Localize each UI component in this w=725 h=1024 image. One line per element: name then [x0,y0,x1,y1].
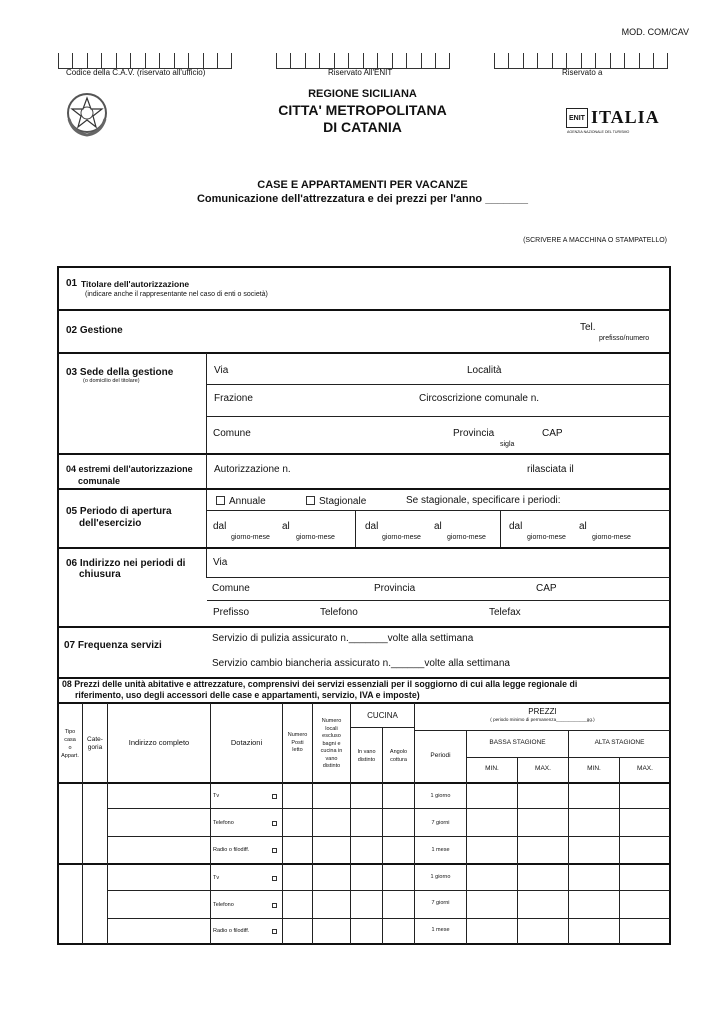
periodo-1-giorno: 1 giorno [430,874,451,880]
s03-hint: (o domicilio del titolare) [83,378,140,384]
header-cucina: CUCINA [367,711,398,720]
sede-provincia-label[interactable]: Provincia [453,428,495,439]
titolare-field[interactable] [330,272,660,304]
enit-code-boxes[interactable] [276,53,450,69]
gestione-field[interactable] [140,318,560,346]
header-angolo-cottura: Angolo cottura [389,749,408,763]
annuale-checkbox[interactable] [216,496,266,507]
s04-label-line1: 04 estremi dell'autorizzazione [66,464,193,474]
header-vano-distinto: In vano distinto [357,749,376,763]
enit-logo-badge: ENIT [566,108,588,128]
enit-code-label: Riservato All'ENIT [328,68,393,77]
header-prezzi: PREZZI [528,707,557,716]
chiusura-prefisso-label[interactable]: Prefisso [213,607,250,618]
annuale-label: Annuale [229,496,266,507]
header-permanenza[interactable]: ( periodo minimo di permanenza____________gg.) [490,717,595,722]
header-posti-letto: Numero Posti letto [287,732,308,753]
s01-number: 01 [66,278,78,289]
header-categoria: Cate- goria [87,736,103,751]
table-row[interactable] [211,783,282,808]
header-alta-max: MAX. [637,765,653,772]
form-subtitle: Comunicazione dell'attrezzatura e dei prezzi per l'anno _______ [196,193,529,205]
s07-label: 07 Frequenza servizi [64,640,162,651]
autorizzazione-label[interactable]: Autorizzazione n. [214,464,291,475]
sede-cap-label[interactable]: CAP [542,428,563,439]
sede-localita-label[interactable]: Località [467,365,502,376]
rilasciata-label[interactable]: rilasciata il [527,464,574,475]
chiusura-telefax-label[interactable]: Telefax [489,607,521,618]
period3-al-hint: giorno-mese [592,534,631,541]
s08-heading-line1: 08 Prezzi delle unità abitative e attrezzature, comprensivi dei servizi essenziali per il soggiorno di cui alla legge regionale di [62,679,578,689]
header-bassa-max: MAX. [535,765,551,772]
stagionale-box-icon [306,496,315,505]
dotazione-radio-checkbox[interactable] [272,929,277,934]
dotazione-telefono-checkbox[interactable] [272,903,277,908]
chiusura-telefono-label[interactable]: Telefono [320,607,358,618]
header-indirizzo: Indirizzo completo [128,738,190,747]
stagionale-checkbox[interactable] [306,496,366,507]
periodo-7-giorni: 7 giorni [431,900,450,906]
period1-al-hint: giorno-mese [296,534,335,541]
table-row[interactable] [211,919,282,944]
cav-code-boxes[interactable] [58,53,232,69]
reserved-code-boxes[interactable] [494,53,668,69]
chiusura-via-label[interactable]: Via [213,557,228,568]
table-row[interactable] [211,891,282,918]
tel-label: Tel. [580,322,596,333]
s02-label: 02 Gestione [66,325,123,336]
italia-logo-text: ITALIA [591,107,660,127]
table-row[interactable] [211,837,282,863]
stagionale-label: Stagionale [319,496,367,507]
periodo-1-mese: 1 mese [431,847,450,853]
header-alta-min: MIN. [587,765,601,772]
reserved-code-label: Riservato a [562,68,603,77]
periodo-1-giorno: 1 giorno [430,793,451,799]
dotazione-telefono-label: Telefono [213,820,234,826]
seasonal-specify-label: Se stagionale, specificare i periodi: [406,495,561,506]
period3-dal-hint: giorno-mese [527,534,566,541]
city-title-line1: CITTA' METROPOLITANA [278,102,447,118]
s04-label-line2: comunale [78,476,121,486]
sede-comune-label[interactable]: Comune [213,428,251,439]
form-title: CASE E APPARTAMENTI PER VACANZE [257,179,468,191]
chiusura-comune-label[interactable]: Comune [212,583,250,594]
dotazione-tv-checkbox[interactable] [272,876,277,881]
s01-label: Titolare dell'autorizzazione [81,279,190,289]
periodo-7-giorni: 7 giorni [431,820,450,826]
dotazione-radio-checkbox[interactable] [272,848,277,853]
dotazione-telefono-label: Telefono [213,902,234,908]
period1-dal[interactable]: dal [213,521,227,532]
sede-sigla-label: sigla [500,441,515,448]
city-title-line2: DI CATANIA [323,119,402,135]
s05-label-line2: dell'esercizio [79,518,142,529]
dotazione-radio-label: Radio o filodiff. [213,928,250,934]
s01-hint: (indicare anche il rappresentante nel caso di enti o società) [85,291,268,298]
region-title: REGIONE SICILIANA [308,88,417,100]
biancheria-field[interactable]: Servizio cambio biancheria assicurato n.______volte alla settimana [212,658,510,669]
writing-note: (SCRIVERE A MACCHINA O STAMPATELLO) [523,237,667,244]
period2-dal[interactable]: dal [365,521,379,532]
dotazione-tv-label: Tv [213,875,220,881]
period3-dal[interactable]: dal [509,521,523,532]
s06-label-line2: chiusura [79,569,121,580]
table-row[interactable] [211,809,282,836]
chiusura-cap-label[interactable]: CAP [536,583,557,594]
period1-dal-hint: giorno-mese [231,534,270,541]
annuale-box-icon [216,496,225,505]
tel-hint: prefisso/numero [599,335,650,342]
s08-heading-line2: riferimento, uso degli accessori delle case e appartamenti, servizio, IVA e imposte) [75,690,420,700]
period3-al[interactable]: al [579,521,587,532]
periodo-1-mese: 1 mese [431,927,450,933]
header-numero-locali: Numero locali escluso bagni e cucina in vano distinto [320,718,343,769]
enit-logo [566,104,666,138]
agency-logo-text: AGENZIA NAZIONALE DEL TURISMO [567,130,630,134]
header-bassa-min: MIN. [485,765,499,772]
table-header-divider [58,782,670,784]
cav-code-label: Codice della C.A.V. (riservato all'ufficio) [66,68,206,77]
table-row[interactable] [211,865,282,890]
period1-al[interactable]: al [282,521,290,532]
s03-label: 03 Sede della gestione [66,367,174,378]
header-tipo-casa: Tipo casa o Appart. [61,729,79,759]
header-dotazioni: Dotazioni [230,738,263,747]
dotazione-tv-label: Tv [213,793,220,799]
chiusura-provincia-label[interactable]: Provincia [374,583,416,594]
s05-label-line1: 05 Periodo di apertura [66,506,172,517]
header-bassa-stagione: BASSA STAGIONE [489,739,546,746]
pulizia-field[interactable]: Servizio di pulizia assicurato n._______volte alla settimana [212,633,474,644]
period2-al[interactable]: al [434,521,442,532]
header-alta-stagione: ALTA STAGIONE [594,739,645,746]
period2-dal-hint: giorno-mese [382,534,421,541]
sede-via-label[interactable]: Via [214,365,229,376]
sede-circoscrizione-label[interactable]: Circoscrizione comunale n. [419,393,540,404]
dotazione-tv-checkbox[interactable] [272,794,277,799]
dotazione-telefono-checkbox[interactable] [272,821,277,826]
s06-label-line1: 06 Indirizzo nei periodi di [66,558,186,569]
sede-frazione-label[interactable]: Frazione [214,393,253,404]
header-periodi: Periodi [430,752,451,759]
model-code: MOD. COM/CAV [621,27,689,37]
dotazione-radio-label: Radio o filodiff. [213,847,250,853]
period2-al-hint: giorno-mese [447,534,486,541]
